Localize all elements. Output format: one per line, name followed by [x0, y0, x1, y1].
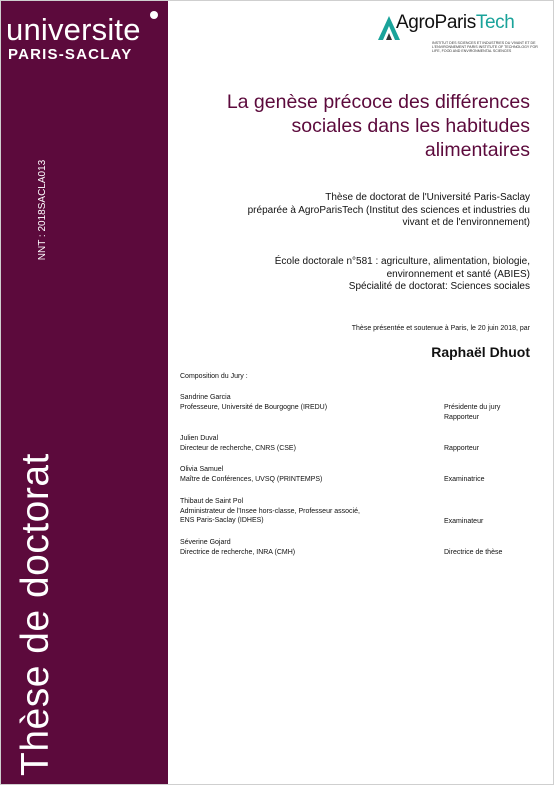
jury-name: Olivia Samuel [180, 466, 224, 473]
school-line: environnement et santé (ABIES) [386, 268, 530, 280]
jury-name: Sandrine Garcia [180, 394, 231, 401]
jury-member [180, 393, 530, 421]
jury-role: Directrice de thèse [444, 549, 503, 556]
info-line: vivant et de l'environnement) [402, 217, 530, 228]
logo-sub: PARIS-SACLAY [8, 46, 133, 63]
logo-dot-icon [150, 11, 158, 19]
school-line: Spécialité de doctorat: Sciences sociales [348, 281, 530, 292]
info-line: Thèse de doctorat de l'Université Paris-Saclay [325, 192, 530, 203]
title-line: sociales dans les habitudes [291, 115, 530, 137]
jury-affiliation: Maître de Conférences, UVSQ (PRINTEMPS) [180, 475, 323, 483]
jury-member [180, 434, 530, 453]
jury-heading: Composition du Jury : [180, 373, 248, 380]
agro-name-part2: Paris [434, 12, 476, 33]
vertical-title: Thèse de doctorat [14, 453, 57, 776]
agro-name-part3: Tech [475, 12, 515, 33]
title-line: La genèse précoce des différences [226, 91, 530, 113]
jury-role: Rapporteur [444, 413, 480, 421]
jury-member [180, 497, 530, 526]
agro-name [396, 12, 514, 34]
nnt-number: NNT : 2018SACLA013 [37, 159, 48, 261]
author-name: Raphaël Dhuot [431, 344, 530, 360]
jury-role: Examinatrice [444, 476, 485, 483]
jury-affiliation: Directrice de recherche, INRA (CMH) [180, 548, 296, 556]
jury-affiliation: Administrateur de l'Insee hors-classe, Professeur associé, [180, 507, 360, 515]
school-line: École doctorale n°581 : agriculture, alimentation, biologie, [274, 256, 530, 267]
agro-name-part1: Agro [396, 12, 435, 33]
jury-name: Thibaut de Saint Pol [180, 498, 244, 505]
jury-member [180, 465, 530, 484]
thesis-info [248, 192, 530, 230]
jury-affiliation: ENS Paris-Saclay (IDHES) [180, 517, 264, 524]
jury-role: Examinateur [444, 517, 484, 525]
universite-paris-saclay-logo [6, 14, 164, 63]
jury-affiliation: Professeure, Université de Bourgogne (IREDU) [180, 403, 328, 411]
agro-tagline: INSTITUT DES SCIENCES ET INDUSTRIES DU VIVANT ET DE L'ENVIRONNEMENT PARIS INSTITUTE OF TECHNOLOGY FOR LIFE, FOOD AND ENVIRONMENTAL SCIENCES [432, 41, 538, 54]
doctoral-school [275, 256, 530, 294]
jury-name: Julien Duval [180, 435, 219, 442]
sidebar-band [0, 0, 168, 785]
jury-affiliation: Directeur de recherche, CNRS (CSE) [180, 444, 296, 452]
defense-statement: Thèse présentée et soutenue à Paris, le 20 juin 2018, par [351, 325, 530, 332]
thesis-title [170, 90, 530, 162]
jury-member [180, 538, 530, 557]
jury-name: Séverine Gojard [180, 539, 231, 546]
logo-word: universite [6, 12, 141, 47]
agroparistech-logo [376, 10, 546, 66]
jury-role: Rapporteur [444, 445, 480, 452]
jury-role: Présidente du jury [444, 404, 501, 411]
info-line: préparée à AgroParisTech (Institut des sciences et industries du [247, 204, 530, 216]
title-line: alimentaires [424, 139, 530, 161]
